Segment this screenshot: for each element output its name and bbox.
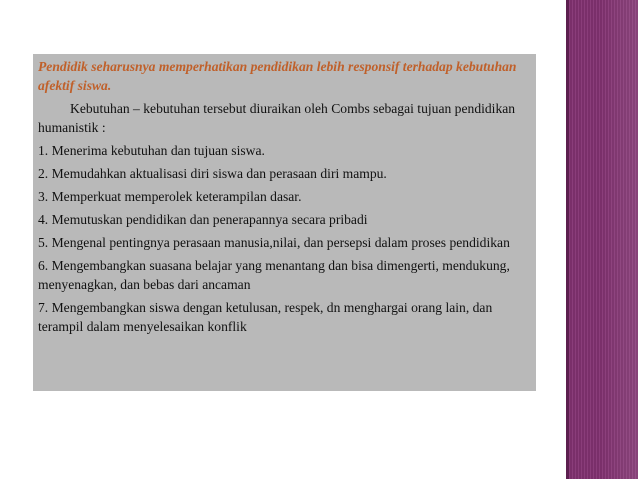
list-item-2: 2. Memudahkan aktualisasi diri siswa dan perasaan diri mampu. — [38, 166, 387, 181]
side-band-edge — [566, 0, 569, 479]
content-box — [33, 54, 536, 391]
slide-heading: Pendidik seharusnya memperhatikan pendidikan lebih responsif terhadap kebutuhan afektif siswa. — [38, 59, 517, 93]
list-item-4: 4. Memutuskan pendidikan dan penerapannya secara pribadi — [38, 212, 368, 227]
list-item-7: 7. Mengembangkan siswa dengan ketulusan, respek, dn menghargai orang lain, dan terampil dalam menyelesaikan konflik — [38, 300, 493, 334]
list-item-5: 5. Mengenal pentingnya perasaan manusia,nilai, dan persepsi dalam proses pendidikan — [38, 235, 510, 250]
list-item-3: 3. Memperkuat memperolek keterampilan dasar. — [38, 189, 302, 204]
list-item-1: 1. Menerima kebutuhan dan tujuan siswa. — [38, 143, 265, 158]
intro-paragraph: Kebutuhan – kebutuhan tersebut diuraikan oleh Combs sebagai tujuan pendidikan humanistik : — [38, 101, 516, 135]
side-band-sheen — [600, 0, 638, 479]
list-item-6: 6. Mengembangkan suasana belajar yang menantang dan bisa dimengerti, mendukung, menyenagkan, dan bebas dari ancaman — [38, 258, 510, 292]
